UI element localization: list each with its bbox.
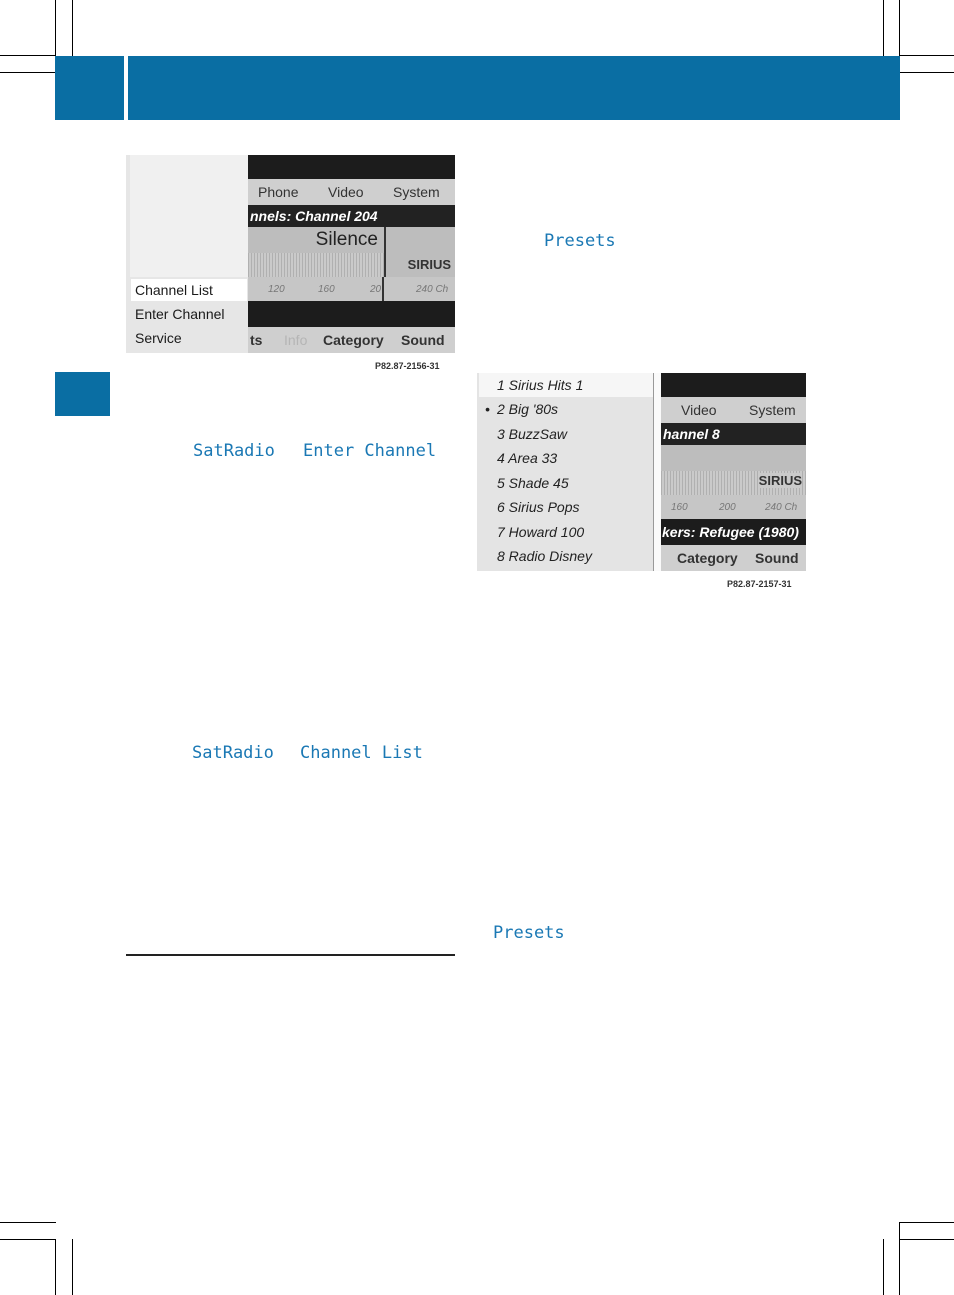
preset-label: 4 Area 33 xyxy=(497,450,558,466)
link-satradio: SatRadio xyxy=(193,441,275,461)
link-enter-channel: Enter Channel xyxy=(303,441,437,461)
crop-mark xyxy=(0,72,56,73)
menu-item-enter-channel[interactable]: Enter Channel xyxy=(135,306,225,322)
preset-list xyxy=(477,373,653,571)
tab-system[interactable]: System xyxy=(393,184,440,200)
satradio-menu xyxy=(126,155,248,353)
display-area xyxy=(661,445,806,471)
top-status-bar xyxy=(661,373,806,397)
scale-label: 240 Ch xyxy=(765,502,798,513)
crop-mark xyxy=(0,1239,56,1240)
scale-label: 120 xyxy=(268,284,285,295)
scale-label: 20 xyxy=(370,284,382,295)
tab-presets-partial[interactable]: ts xyxy=(250,332,263,348)
channel-bar xyxy=(248,205,455,227)
crop-mark xyxy=(899,55,954,56)
preset-item[interactable] xyxy=(479,373,653,397)
bottom-tabs xyxy=(248,327,455,353)
scale-label: 160 xyxy=(671,502,688,513)
tab-category[interactable]: Category xyxy=(677,550,738,566)
scale-label: 240 Ch xyxy=(416,284,449,295)
menu-item-service[interactable]: Service xyxy=(135,330,182,346)
sirius-logo: SIRIUS xyxy=(407,257,451,272)
link-channel-list: Channel List xyxy=(300,743,423,763)
link-presets: Presets xyxy=(544,231,616,251)
bottom-tabs xyxy=(661,545,806,571)
crop-mark xyxy=(55,1239,56,1295)
tab-sound[interactable]: Sound xyxy=(401,332,445,348)
menu-item-channel-list[interactable]: Channel List xyxy=(131,279,247,301)
scale-divider xyxy=(382,277,384,301)
preset-item[interactable] xyxy=(479,471,653,495)
crop-mark xyxy=(899,1222,900,1295)
channel-text: nnels: Channel 204 xyxy=(250,208,378,224)
header-tab-block xyxy=(55,56,124,120)
crop-mark xyxy=(899,72,954,73)
info-dark-bar xyxy=(248,301,455,327)
tab-system[interactable]: System xyxy=(749,402,796,418)
header-bar xyxy=(128,56,900,120)
channel-text: hannel 8 xyxy=(663,426,720,442)
crop-mark xyxy=(72,1239,73,1295)
tab-category[interactable]: Category xyxy=(323,332,384,348)
crop-mark xyxy=(72,0,73,56)
top-status-bar xyxy=(248,155,455,179)
chapter-side-tab xyxy=(55,372,110,416)
scale-label: 200 xyxy=(719,502,736,513)
tab-phone[interactable]: Phone xyxy=(258,184,299,200)
link-presets: Presets xyxy=(493,923,565,943)
preset-label: 1 Sirius Hits 1 xyxy=(497,377,584,393)
crop-mark xyxy=(899,1222,954,1223)
crop-mark xyxy=(899,0,900,56)
figure-code: P82.87-2157-31 xyxy=(727,579,792,589)
main-tabs xyxy=(248,179,455,205)
tab-video[interactable]: Video xyxy=(328,184,364,200)
preset-item[interactable] xyxy=(479,397,653,421)
crop-mark xyxy=(0,55,56,56)
menu-blank xyxy=(130,155,248,277)
channel-bar xyxy=(661,423,806,445)
tuning-ticks xyxy=(248,253,384,277)
sirius-logo: SIRIUS xyxy=(758,473,802,488)
preset-label: 6 Sirius Pops xyxy=(497,499,580,515)
tuning-ticks xyxy=(661,471,806,495)
tab-info[interactable]: Info xyxy=(284,332,308,348)
preset-label: 2 Big '80s xyxy=(497,401,559,417)
song-text: kers: Refugee (1980) xyxy=(662,524,799,540)
scale-label: 160 xyxy=(318,284,335,295)
tab-video[interactable]: Video xyxy=(681,402,717,418)
sirius-logo-box xyxy=(384,227,455,277)
preset-item[interactable] xyxy=(479,520,653,544)
preset-label: 8 Radio Disney xyxy=(497,548,592,564)
main-tabs xyxy=(661,397,806,423)
preset-label: 5 Shade 45 xyxy=(497,475,569,491)
preset-item[interactable] xyxy=(479,422,653,446)
preset-item[interactable] xyxy=(479,446,653,470)
selected-dot: • xyxy=(485,401,490,417)
link-satradio: SatRadio xyxy=(192,743,274,763)
channel-scale xyxy=(661,495,806,519)
preset-label: 3 BuzzSaw xyxy=(497,426,568,442)
silence-text: Silence xyxy=(315,229,378,250)
tab-sound[interactable]: Sound xyxy=(755,550,799,566)
crop-mark xyxy=(883,0,884,56)
figure-code: P82.87-2156-31 xyxy=(375,361,440,371)
section-rule xyxy=(126,954,455,956)
silence-display xyxy=(248,227,384,253)
channel-scale xyxy=(248,277,455,301)
preset-scrollbar[interactable] xyxy=(653,373,661,571)
crop-mark xyxy=(883,1239,884,1295)
preset-label: 7 Howard 100 xyxy=(497,524,585,540)
crop-mark xyxy=(55,0,56,56)
screenshot-presets xyxy=(477,373,806,571)
crop-mark xyxy=(899,1239,954,1240)
screenshot-enter-channel xyxy=(126,155,455,353)
preset-item[interactable] xyxy=(479,495,653,519)
preset-item[interactable] xyxy=(479,544,653,568)
crop-mark xyxy=(0,1222,56,1223)
song-bar xyxy=(661,519,806,545)
